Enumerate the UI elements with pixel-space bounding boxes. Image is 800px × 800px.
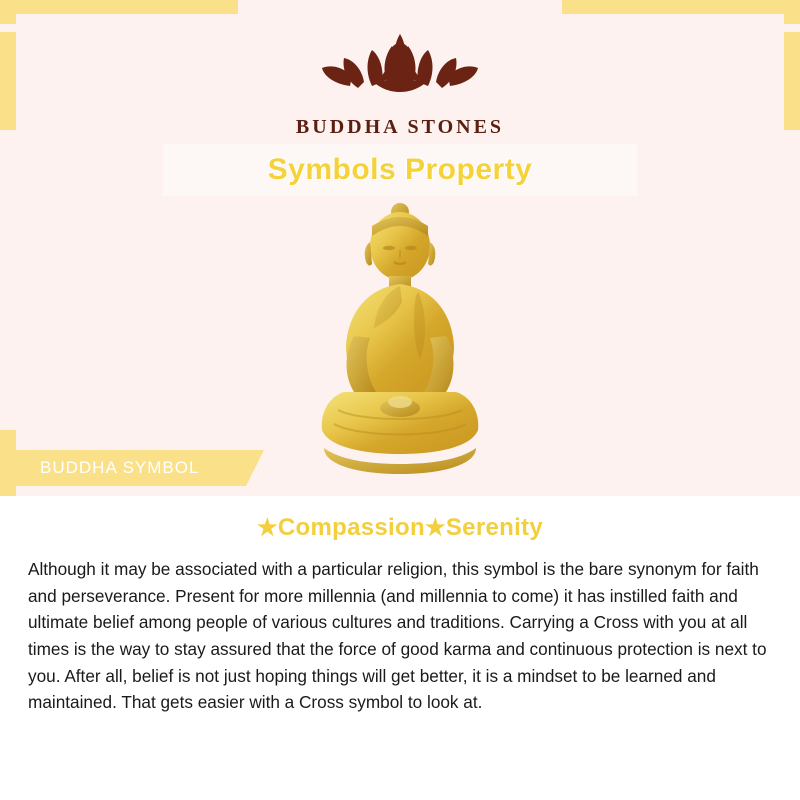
seated-buddha-statue-image	[290, 196, 510, 486]
buddha-symbol-ribbon	[14, 450, 199, 486]
description-paragraph: Although it may be associated with a particular religion, this symbol is the bare synonym for faith and perseverance. Present for more millennia (and millennia to come) it has instilled faith and ultimate belief among people of various cultures and traditions. Carrying a Cross with you at all times is the way to stay assured that the force of good karma and continuous protection is next to you. After all, belief is not just hoping things will get better, it is a mindset to be learned and maintained. That gets easier with a Cross symbol to look at.	[28, 559, 767, 713]
brand-logo-block	[0, 24, 800, 139]
frame-top-right-bar	[562, 0, 800, 14]
brand-name: BUDDHA STONES	[295, 116, 505, 138]
page-title: Symbols Property	[267, 153, 533, 186]
frame-top-left-bar	[0, 0, 238, 14]
subtitle-word-compassion: Compassion	[277, 514, 425, 541]
title-banner	[163, 144, 637, 196]
subtitle-word-serenity: Serenity	[445, 514, 543, 541]
ribbon-label: BUDDHA SYMBOL	[40, 458, 200, 477]
star-icon-right: ★	[424, 514, 446, 540]
lotus-meditation-figure-icon	[310, 24, 490, 110]
subtitle-row	[0, 514, 800, 542]
star-icon-left: ★	[257, 514, 278, 540]
content-panel	[0, 496, 800, 800]
